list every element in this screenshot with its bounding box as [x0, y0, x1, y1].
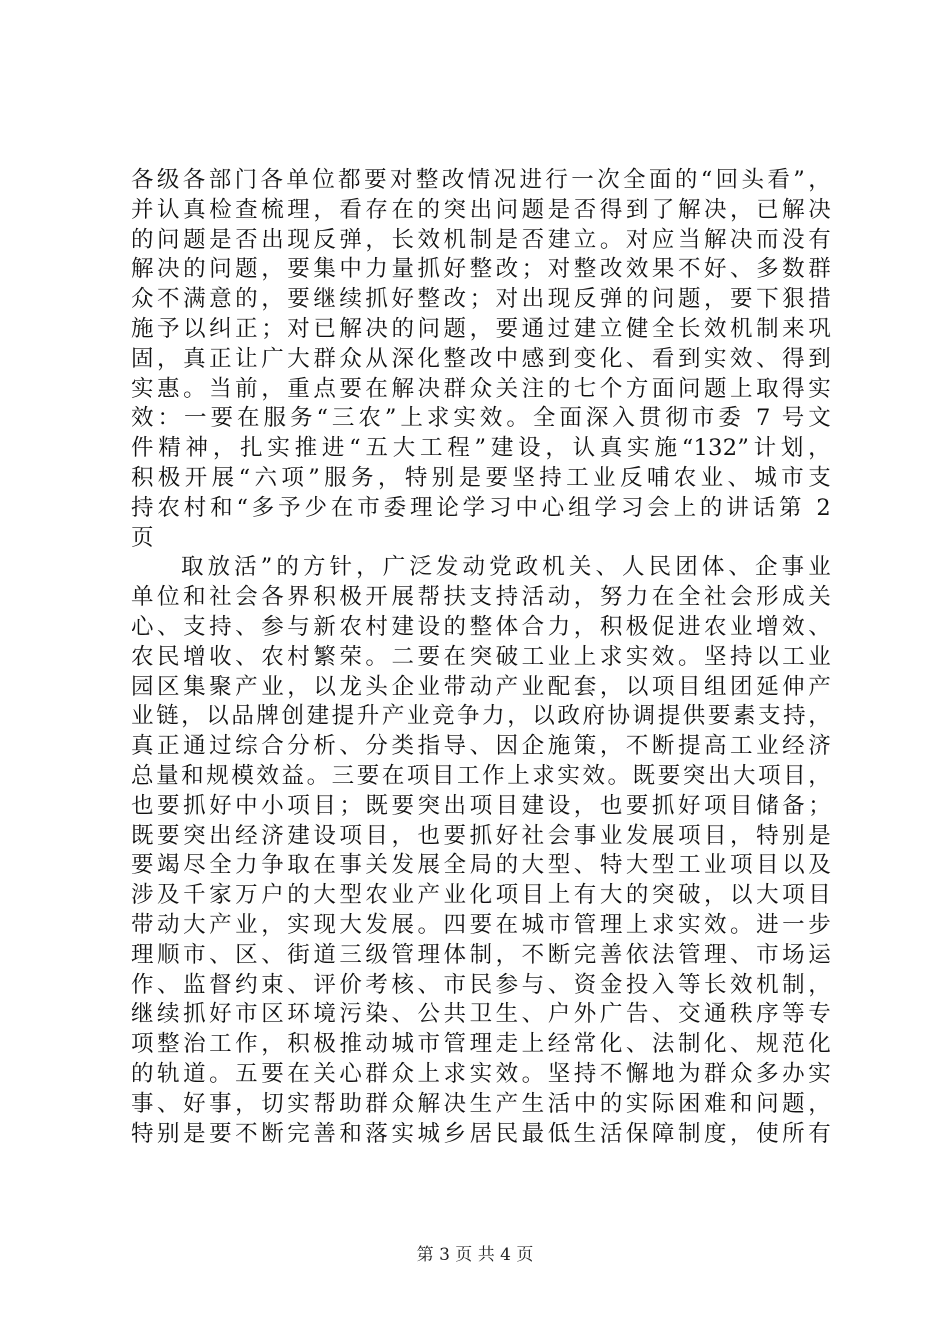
text-line: 涉及千家万户的大型农业产业化项目上有大的突破，以大项目	[131, 882, 831, 909]
page-number-footer: 第 3 页 共 4 页	[416, 1245, 534, 1265]
text-line: 解决的问题，要集中力量抓好整改；对整改效果不好、多数群	[131, 256, 831, 283]
text-line: 作、监督约束、评价考核、市民参与、资金投入等长效机制，	[131, 971, 831, 998]
text-line: 固，真正让广大群众从深化整改中感到变化、看到实效、得到	[131, 345, 831, 372]
text-line: 并认真检查梳理，看存在的突出问题是否得到了解决，已解决	[131, 196, 831, 223]
text-line: 既要突出经济建设项目，也要抓好社会事业发展项目，特别是	[131, 822, 831, 849]
text-line: 总量和规模效益。三要在项目工作上求实效。既要突出大项目，	[131, 762, 831, 789]
text-line: 也要抓好中小项目；既要突出项目建设，也要抓好项目储备；	[131, 792, 831, 819]
text-line: 持农村和“多予少在市委理论学习中心组学习会上的讲话第 2	[131, 494, 831, 521]
text-line: 业链，以品牌创建提升产业竞争力，以政府协调提供要素支持，	[131, 703, 831, 730]
text-line: 继续抓好市区环境污染、公共卫生、户外广告、交通秩序等专	[131, 1001, 831, 1028]
text-line: 实惠。当前，重点要在解决群众关注的七个方面问题上取得实	[131, 375, 831, 402]
text-line: 带动大产业，实现大发展。四要在城市管理上求实效。进一步	[131, 911, 831, 938]
text-line: 特别是要不断完善和落实城乡居民最低生活保障制度，使所有	[131, 1120, 831, 1147]
text-line: 各级各部门各单位都要对整改情况进行一次全面的“回头看”，	[131, 167, 831, 193]
text-line: 页	[131, 524, 154, 551]
text-line: 项整治工作，积极推动城市管理走上经常化、法制化、规范化	[131, 1031, 831, 1058]
text-line: 的轨道。五要在关心群众上求实效。坚持不懈地为群众多办实	[131, 1060, 831, 1087]
text-line: 真正通过综合分析、分类指导、因企施策，不断提高工业经济	[131, 733, 831, 760]
paragraph-first-line: 取放活”的方针，广泛发动党政机关、人民团体、企事业	[181, 554, 831, 581]
text-line: 农民增收、农村繁荣。二要在突破工业上求实效。坚持以工业	[131, 643, 831, 670]
text-line: 件精神，扎实推进“五大工程”建设，认真实施“132”计划，	[131, 435, 831, 462]
text-line: 众不满意的，要继续抓好整改；对出现反弹的问题，要下狠措	[131, 286, 831, 313]
text-line: 单位和社会各界积极开展帮扶支持活动，努力在全社会形成关	[131, 584, 831, 611]
text-line: 园区集聚产业，以龙头企业带动产业配套，以项目组团延伸产	[131, 673, 831, 700]
text-line: 要竭尽全力争取在事关发展全局的大型、特大型工业项目以及	[131, 852, 831, 879]
text-line: 心、支持、参与新农村建设的整体合力，积极促进农业增效、	[131, 613, 831, 640]
text-line: 施予以纠正；对已解决的问题，要通过建立健全长效机制来巩	[131, 315, 831, 342]
text-line: 积极开展“六项”服务，特别是要坚持工业反哺农业、城市支	[131, 464, 831, 491]
text-line: 效：一要在服务“三农”上求实效。全面深入贯彻市委 7 号文	[131, 405, 831, 432]
text-line: 的问题是否出现反弹，长效机制是否建立。对应当解决而没有	[131, 226, 831, 253]
document-body	[131, 166, 831, 1149]
text-line: 理顺市、区、街道三级管理体制，不断完善依法管理、市场运	[131, 941, 831, 968]
text-line: 事、好事，切实帮助群众解决生产生活中的实际困难和问题，	[131, 1090, 831, 1117]
